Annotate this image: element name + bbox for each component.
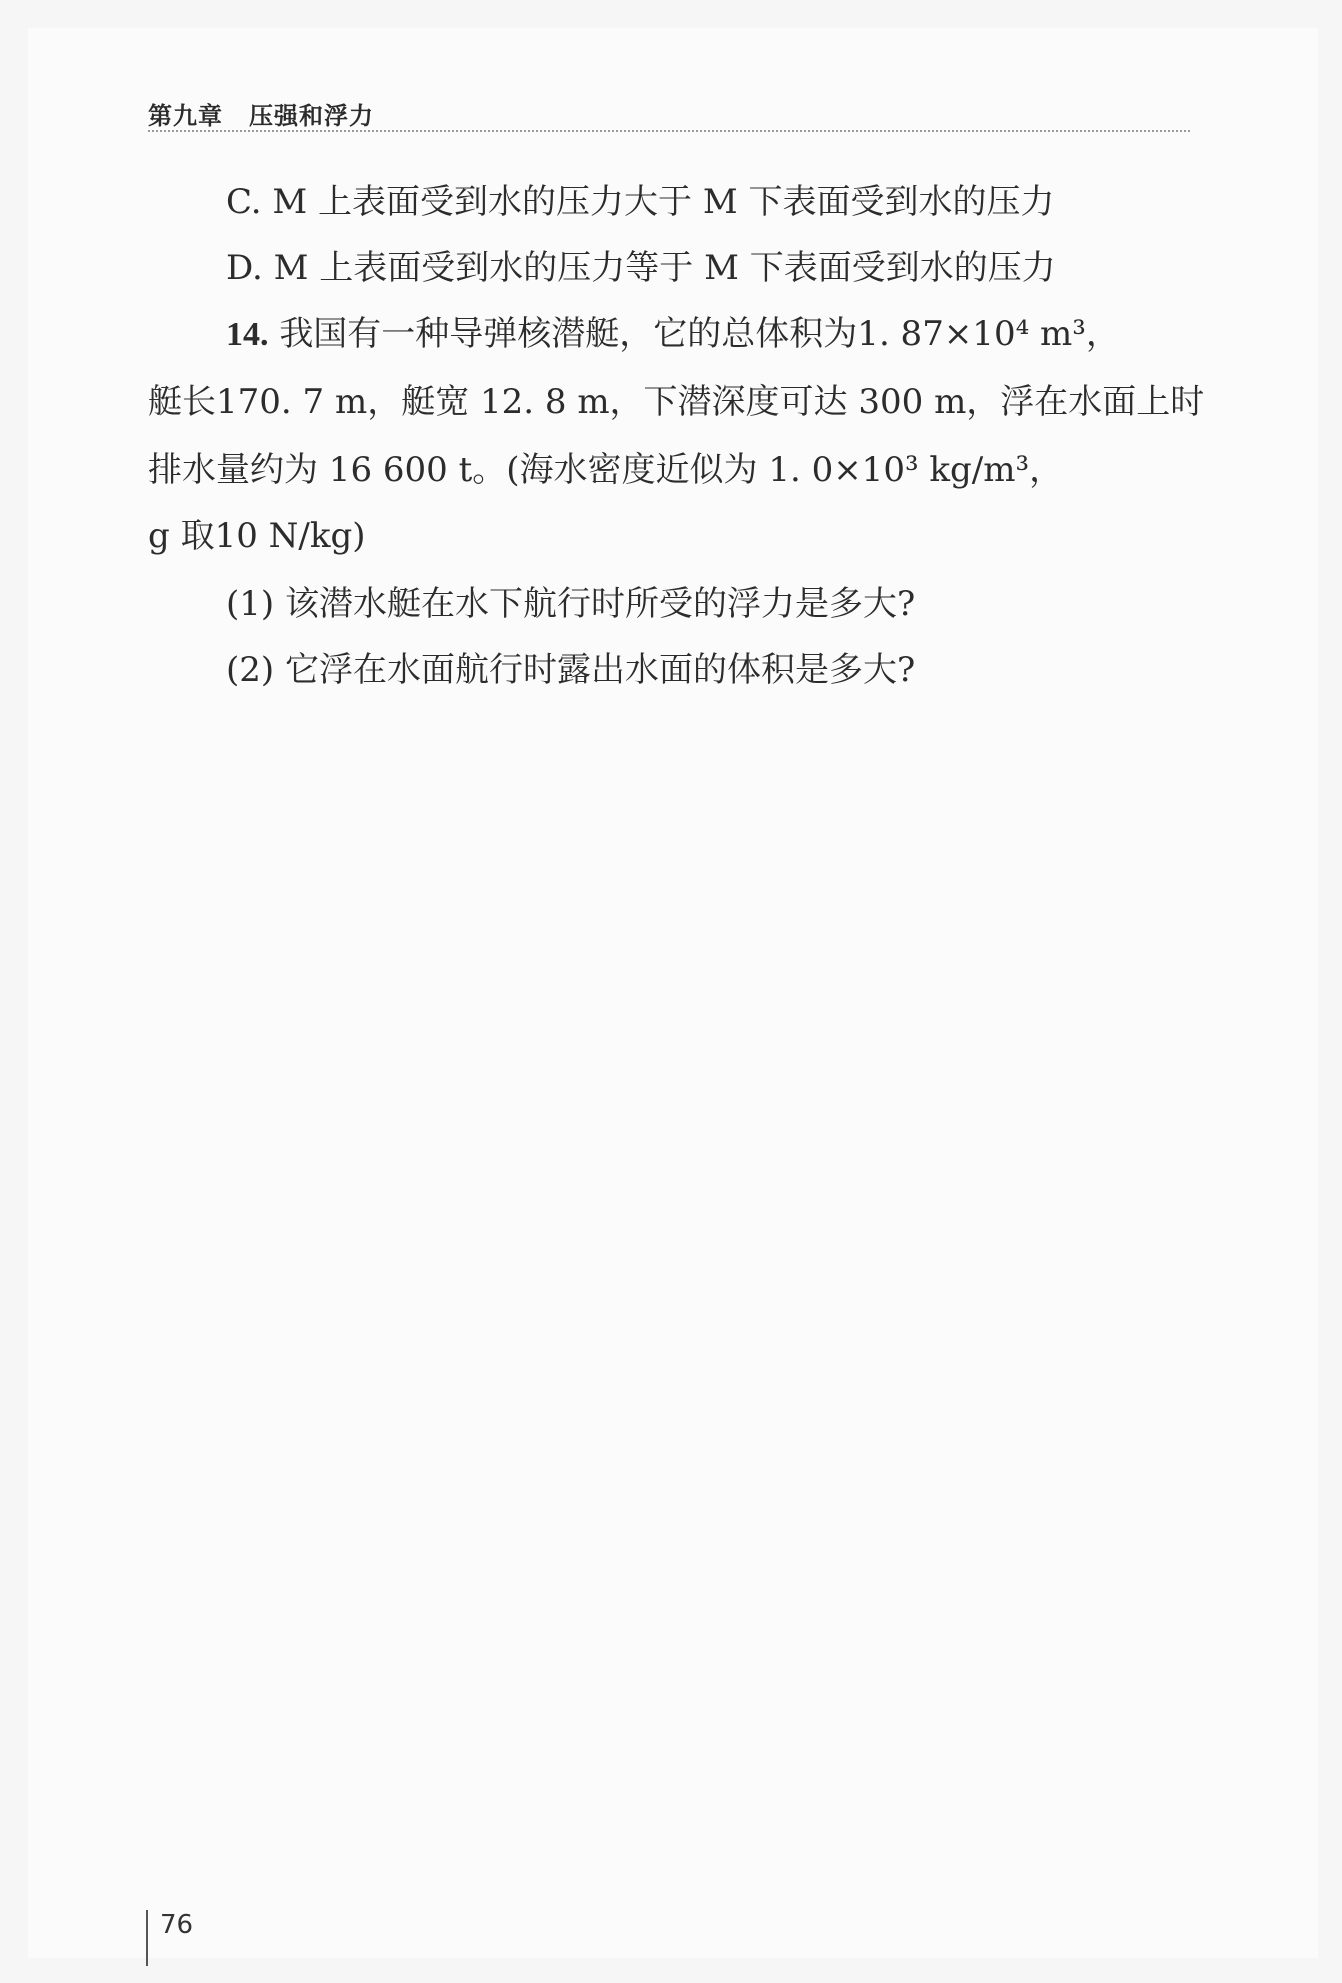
- question-14-subquestion-1: (1) 该潜水艇在水下航行时所受的浮力是多大?: [226, 584, 916, 624]
- running-header: [148, 96, 374, 131]
- question-14-line-3: 排水量约为 16 600 t。(海水密度近似为 1. 0×10³ kg/m³，: [148, 450, 1064, 490]
- question-14-line-2: 艇长170. 7 m，艇宽 12. 8 m，下潜深度可达 300 m，浮在水面上时: [148, 382, 1205, 422]
- question-number: 14.: [226, 316, 269, 353]
- question-14-line-4: g 取10 N/kg): [148, 516, 366, 556]
- question-14-subquestion-2: (2) 它浮在水面航行时露出水面的体积是多大?: [226, 650, 916, 690]
- option-d: D. M 上表面受到水的压力等于 M 下表面受到水的压力: [226, 248, 1056, 288]
- question-14-text-1: 我国有一种导弹核潜艇，它的总体积为1. 87×10⁴ m³，: [279, 314, 1120, 354]
- page-number: 76: [160, 1910, 194, 1940]
- chapter-label: 第九章: [148, 102, 223, 130]
- option-c: C. M 上表面受到水的压力大于 M 下表面受到水的压力: [226, 182, 1055, 222]
- question-14-line-1: [226, 314, 1120, 355]
- header-divider: [148, 130, 1190, 132]
- chapter-title: 压强和浮力: [249, 102, 374, 130]
- page-number-rule: [146, 1910, 148, 1966]
